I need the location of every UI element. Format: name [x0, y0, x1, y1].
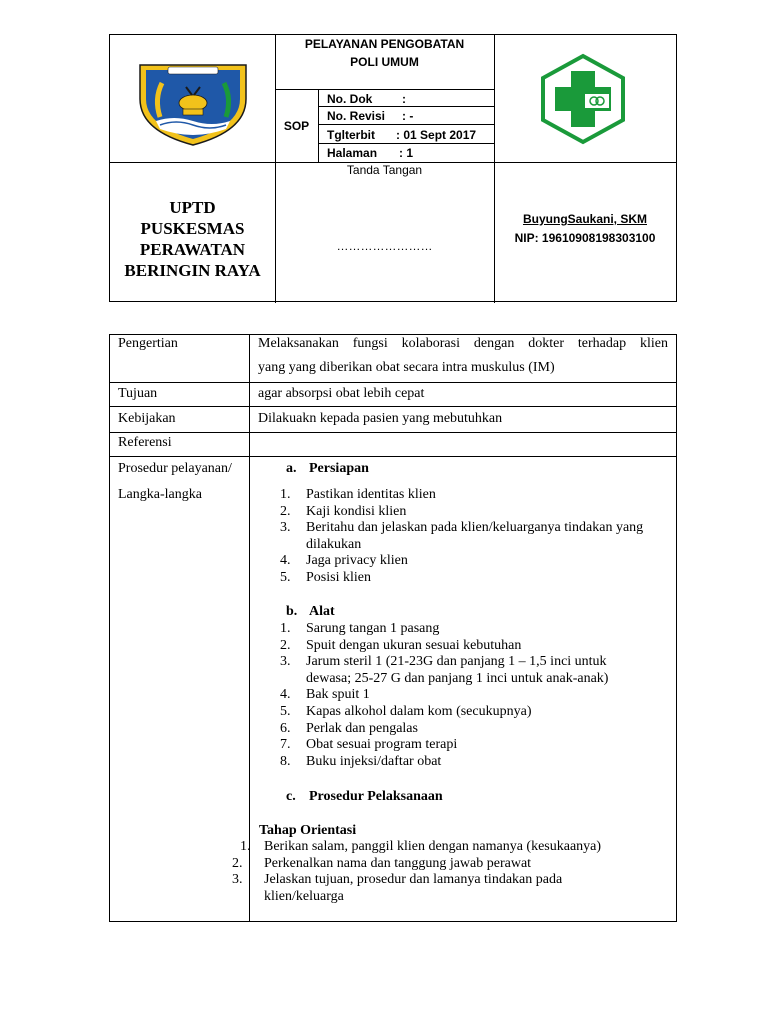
section-b-marker: b. [286, 604, 298, 619]
pengertian-label: Pengertian [118, 336, 178, 351]
list-item: 1. Berikan salam, panggil klien dengan namanya (kesukaanya) [240, 839, 602, 854]
row-divider [110, 382, 676, 383]
issue-date-value: : 01 Sept 2017 [396, 128, 477, 142]
tujuan-text: agar absorpsi obat lebih cepat [258, 386, 425, 401]
signer-nip: NIP: 19610908198303100 [514, 231, 656, 245]
tujuan-label: Tujuan [118, 386, 158, 401]
prosedur-label: Langka-langka [118, 487, 202, 502]
column-divider [249, 335, 250, 921]
document-title: PELAYANAN PENGOBATAN [304, 37, 465, 51]
header-divider [275, 89, 494, 90]
header-divider [318, 106, 494, 107]
list-item: 2. Kaji kondisi klien [280, 503, 407, 519]
pengertian-text: Melaksanakan fungsi kolaborasi dengan dokter terhadap klien [258, 336, 668, 351]
signature-label: Tanda Tangan [346, 163, 423, 177]
revision-label: No. Revisi [327, 109, 386, 123]
document-subtitle: POLI UMUM [350, 55, 419, 69]
page-label: Halaman [327, 146, 378, 160]
prosedur-label: Prosedur pelayanan/ [118, 461, 232, 476]
tahap-orientasi-heading: Tahap Orientasi [259, 823, 357, 838]
orientasi-list [232, 839, 652, 905]
sop-label: SOP [283, 119, 310, 133]
list-item: 5. Kapas alkohol dalam kom (secukupnya) [280, 703, 532, 719]
kebijakan-text: Dilakuakn kepada pasien yang mebutuhkan [258, 411, 503, 426]
row-divider [110, 456, 676, 457]
signature-line: …………………… [336, 239, 433, 253]
doc-number-label: No. Dok [327, 92, 373, 106]
page-value: : 1 [399, 146, 414, 160]
org-name-line: BERINGIN RAYA [124, 261, 261, 280]
sop-body-table [109, 334, 677, 922]
list-item: 3. Jarum steril 1 (21-23G dan panjang 1 – 1,5 inci untuk dewasa; 25-27 G dan panjang 1 inci untuk anak-anak) [280, 654, 609, 686]
org-name-line: PUSKESMAS [140, 219, 245, 238]
list-item: 7. Obat sesuai program terapi [280, 737, 458, 753]
org-name-line: PERAWATAN [139, 240, 246, 259]
list-item: 3. Beritahu dan jelaskan pada klien/keluarganya tindakan yang dilakukan [280, 520, 644, 552]
issue-date-label: Tglterbit [327, 128, 375, 142]
alat-list [280, 621, 654, 770]
revision-value: : - [402, 109, 414, 123]
regional-seal-logo [134, 55, 252, 147]
section-c-title: Prosedur Pelaksanaan [309, 789, 443, 804]
org-name-line: UPTD [169, 198, 216, 217]
header-divider [318, 89, 319, 162]
list-item: 2. Perkenalkan nama dan tanggung jawab perawat [232, 855, 532, 871]
pengertian-text: yang yang diberikan obat secara intra muskulus (IM) [258, 360, 555, 375]
puskesmas-logo [538, 53, 628, 145]
header-divider [318, 124, 494, 125]
list-item: 1. Sarung tangan 1 pasang [280, 621, 440, 636]
section-a-marker: a. [286, 461, 297, 476]
list-item: 4. Bak spuit 1 [280, 687, 370, 703]
section-b-title: Alat [309, 604, 335, 619]
list-item: 6. Perlak dan pengalas [280, 720, 418, 736]
signer-name: BuyungSaukani, SKM [522, 212, 647, 226]
header-divider [494, 35, 495, 303]
list-item: 4. Jaga privacy klien [280, 553, 408, 569]
row-divider [110, 432, 676, 433]
list-item: 2. Spuit dengan ukuran sesuai kebutuhan [280, 637, 522, 653]
section-a-title: Persiapan [309, 461, 369, 476]
list-item: 8. Buku injeksi/daftar obat [280, 753, 442, 769]
header-divider [318, 143, 494, 144]
kebijakan-label: Kebijakan [118, 411, 176, 426]
section-c-marker: c. [286, 789, 296, 804]
list-item: 1. Pastikan identitas klien [280, 487, 436, 502]
referensi-label: Referensi [118, 435, 172, 450]
row-divider [110, 406, 676, 407]
sop-header-table [109, 34, 677, 302]
persiapan-list [280, 487, 654, 587]
list-item: 5. Posisi klien [280, 569, 371, 585]
list-item: 3. Jelaskan tujuan, prosedur dan lamanya tindakan pada klien/keluarga [232, 872, 563, 904]
doc-number-value: : [402, 92, 406, 106]
